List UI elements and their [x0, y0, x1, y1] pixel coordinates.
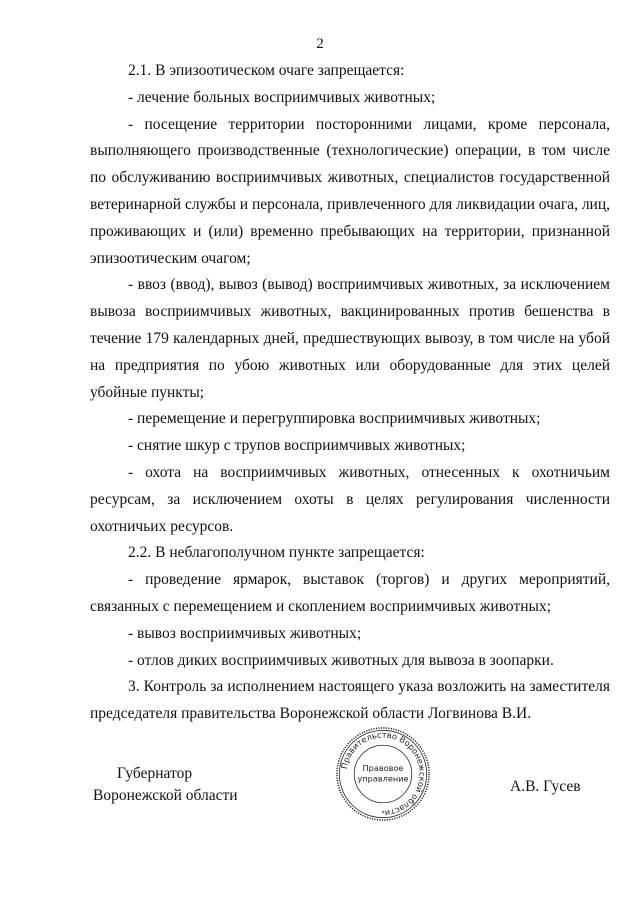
- section-2-2-heading: 2.2. В неблагополучном пункте запрещается:: [128, 544, 425, 562]
- document-body: [90, 58, 610, 728]
- list-item: - отлов диких восприимчивых животных для вывоза в зоопарки.: [128, 651, 554, 669]
- section-2-1-heading: 2.1. В эпизоотическом очаге запрещается:: [128, 62, 405, 79]
- page-number: 2: [316, 36, 324, 52]
- signatory-title-line2: Воронежской области: [93, 787, 238, 804]
- list-item: - посещение территории посторонними лицами, кроме персонала, выполняющего производственные (технологические) операции, в том числе по обслуживанию восприимчивых животных, специалистов государственной ветеринарной службы и персонала, привлеченного для ликвидации очага, лиц, проживающих и (или) временно пребывающих на территории, признанной эпизоотическим очагом;: [90, 115, 611, 267]
- list-item: - охота на восприимчивых животных, отнесенных к охотничьим ресурсам, за исключением охоты в целях регулирования численности охотничьих ресурсов.: [90, 463, 610, 535]
- section-3-paragraph: 3. Контроль за исполнением настоящего указа возложить на заместителя председателя правительства Воронежской области Логвинова В.И.: [90, 678, 610, 723]
- list-item: - лечение больных восприимчивых животных;: [128, 88, 436, 106]
- list-item: - снятие шкур с трупов восприимчивых животных;: [128, 437, 466, 455]
- seal-ring-text: Правительство Воронежской области: [338, 729, 428, 819]
- list-item: - проведение ярмарок, выставок (торгов) и других мероприятий, связанных с перемещением и скоплением восприимчивых животных;: [90, 571, 610, 615]
- list-item: - перемещение и перегруппировка восприимчивых животных;: [128, 410, 541, 428]
- signatory-title-line1: Губернатор: [117, 765, 193, 782]
- list-item: - вывоз восприимчивых животных;: [128, 624, 362, 642]
- official-seal: [335, 726, 431, 822]
- seal-center-line2: управление: [357, 773, 409, 784]
- signatory-name: А.В. Гусев: [510, 778, 581, 795]
- signatory-title: [93, 763, 238, 807]
- seal-star-icon: *: [381, 809, 385, 818]
- list-item: - ввоз (ввод), вывоз (вывод) восприимчивых животных, за исключением вывоза восприимчивых животных, вакцинированных против бешенства в течение 179 календарных дней, предшествующих вывозу, в том числе на убой на предприятия по убою животных или оборудованные для этих целей убойные пункты;: [90, 276, 610, 401]
- seal-center-line1: Правовое: [362, 763, 404, 774]
